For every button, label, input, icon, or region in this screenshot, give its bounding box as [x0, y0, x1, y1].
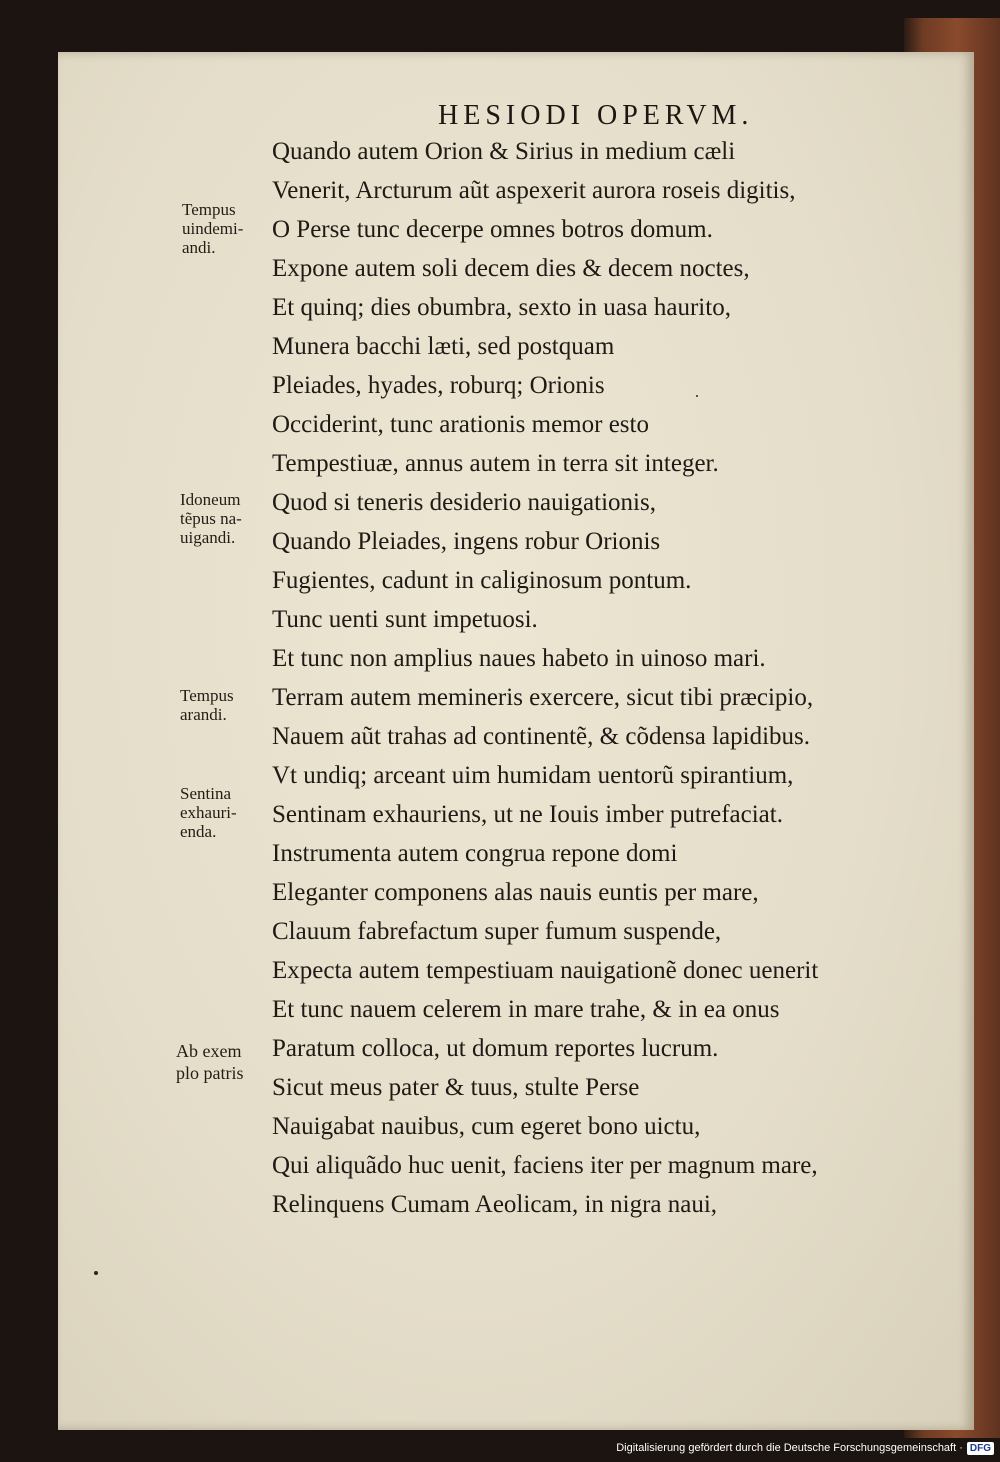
text-line: Nauigabat nauibus, cum egeret bono uictu,: [272, 1113, 701, 1140]
text-line: Clauum fabrefactum super fumum suspende,: [272, 918, 722, 945]
text-line: Expone autem soli decem dies & decem noctes,: [272, 255, 750, 282]
marginal-note-bilge: [180, 784, 237, 841]
note-line: arandi.: [180, 705, 227, 724]
note-line: andi.: [182, 238, 216, 257]
main-text: [272, 132, 972, 1224]
note-line: enda.: [180, 822, 217, 841]
text-line: Occiderint, tunc arationis memor esto: [272, 411, 649, 438]
text-line: Et quinq; dies obumbra, sexto in uasa haurito,: [272, 294, 731, 321]
text-line: Munera bacchi læti, sed postquam: [272, 333, 615, 360]
marginal-note-navigation: [180, 490, 242, 547]
footer-credit: Digitalisierung gefördert durch die Deutsche Forschungsgemeinschaft ·: [616, 1442, 963, 1454]
text-line: Qui aliquãdo huc uenit, faciens iter per magnum mare,: [272, 1152, 818, 1179]
text-line: Expecta autem tempestiuam nauigationẽ donec uenerit: [272, 957, 819, 984]
text-line: Tempestiuæ, annus autem in terra sit integer.: [272, 450, 719, 477]
text-line: Quod si teneris desiderio nauigationis,: [272, 489, 656, 516]
text-line: Quando Pleiades, ingens robur Orionis: [272, 528, 661, 555]
text-line: Paratum colloca, ut domum reportes lucrum.: [272, 1035, 719, 1062]
marginal-note-vintage: [182, 200, 243, 257]
text-line: Nauem aũt trahas ad continentẽ, & cõdensa lapidibus.: [272, 723, 811, 750]
text-line: Vt undiq; arceant uim humidam uentorũ spirantium,: [272, 762, 794, 789]
text-line: Et tunc non amplius naues habeto in uinoso mari.: [272, 645, 766, 672]
text-line: Venerit, Arcturum aũt aspexerit aurora roseis digitis,: [272, 177, 796, 204]
note-line: uindemi-: [182, 219, 244, 238]
running-title: HESIODI OPERVM.: [438, 100, 754, 131]
digitization-footer: [616, 1439, 994, 1457]
note-line: Sentina: [180, 784, 231, 803]
text-line: Quando autem Orion & Sirius in medium cæli: [272, 138, 736, 165]
text-line: O Perse tunc decerpe omnes botros domum.: [272, 216, 713, 243]
text-line: Terram autem memineris exercere, sicut tibi præcipio,: [272, 684, 814, 711]
note-line: plo patris: [176, 1063, 244, 1083]
text-line: Eleganter componens alas nauis euntis per mare,: [272, 879, 759, 906]
text-line: Pleiades, hyades, roburq; Orionis: [272, 372, 605, 399]
text-line: Relinquens Cumam Aeolicam, in nigra naui,: [272, 1191, 718, 1218]
text-line: Et tunc nauem celerem in mare trahe, & in ea onus: [272, 996, 780, 1023]
note-line: Ab exem: [176, 1041, 242, 1061]
note-line: exhauri-: [180, 803, 237, 822]
text-line: Fugientes, cadunt in caliginosum pontum.: [272, 567, 692, 594]
paper-speck: [94, 1271, 98, 1275]
paper-speck: [696, 395, 698, 397]
marginal-note-example: [176, 1040, 244, 1084]
text-line: Tunc uenti sunt impetuosi.: [272, 606, 538, 633]
note-line: Idoneum: [180, 490, 241, 509]
text-line: Sicut meus pater & tuus, stulte Perse: [272, 1074, 640, 1101]
text-line: Instrumenta autem congrua repone domi: [272, 840, 678, 867]
note-line: Tempus: [182, 200, 236, 219]
note-line: uigandi.: [180, 528, 236, 547]
note-line: tẽpus na-: [180, 509, 242, 528]
dfg-logo: DFG: [967, 1442, 994, 1455]
text-line: Sentinam exhauriens, ut ne Iouis imber putrefaciat.: [272, 801, 783, 828]
marginal-note-ploughing: [180, 686, 234, 724]
note-line: Tempus: [180, 686, 234, 705]
